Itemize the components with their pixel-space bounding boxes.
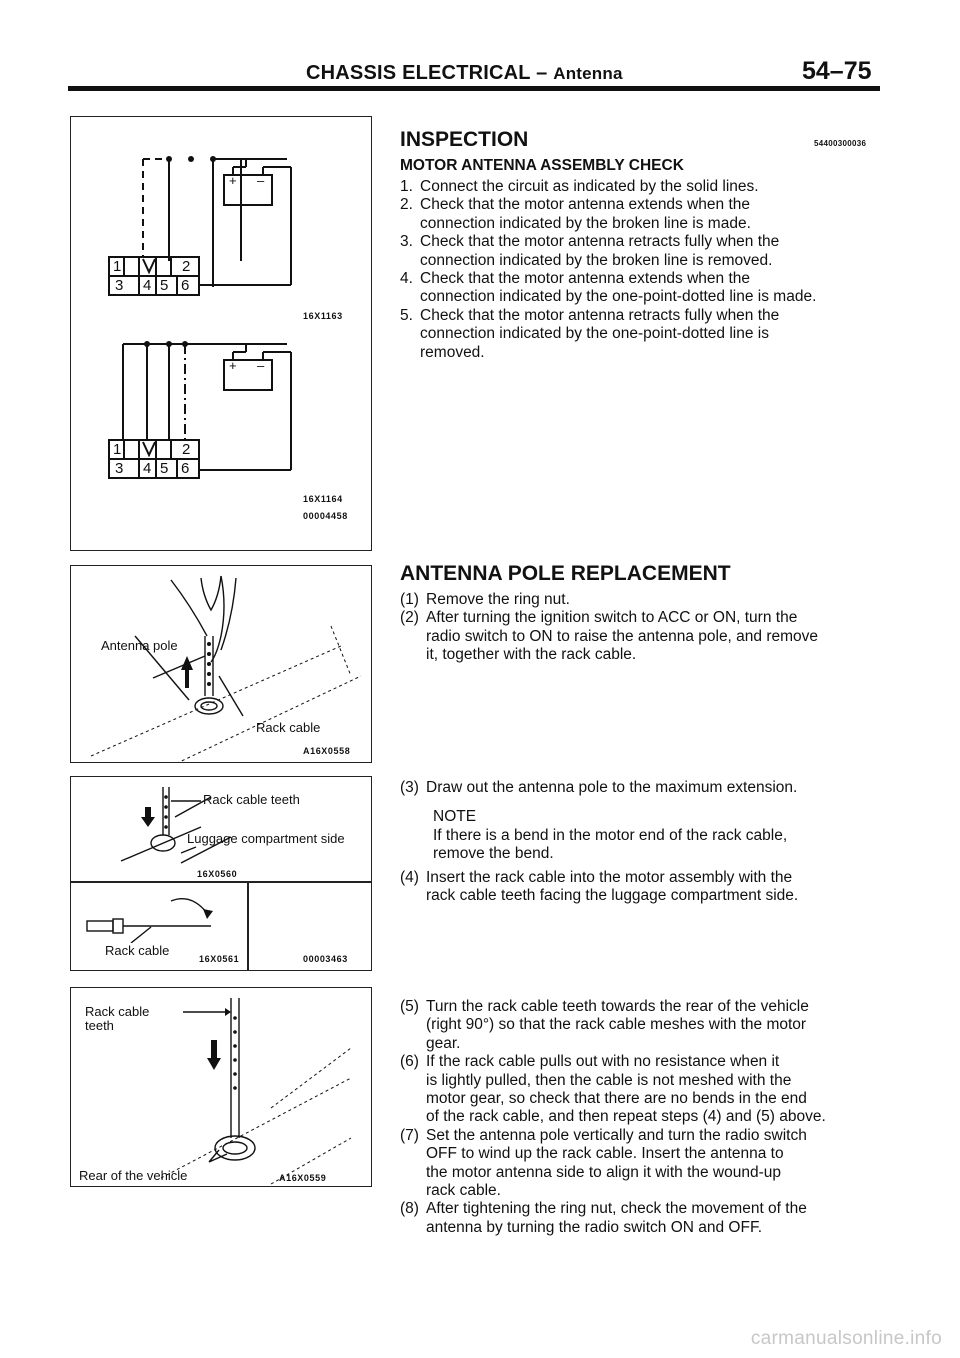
step-number: (1)	[400, 591, 419, 608]
header-section: CHASSIS ELECTRICAL	[306, 62, 531, 84]
step-number: 5.	[400, 306, 413, 324]
step-line: is lightly pulled, then the cable is not meshed with the	[426, 1071, 792, 1089]
step-line: After turning the ignition switch to ACC or ON, turn the	[426, 609, 798, 627]
pin2-4: 4	[143, 460, 152, 477]
step-line: Insert the rack cable into the motor assembly with the	[426, 869, 793, 886]
step-line: connection indicated by the broken line is removed.	[420, 251, 773, 269]
insert-box-code: 00003463	[303, 954, 348, 964]
battery2-minus: –	[257, 358, 265, 373]
note-line: If there is a bend in the motor end of the rack cable,	[433, 827, 788, 844]
circuit-box-code: 00004458	[303, 511, 348, 521]
step-number: 2.	[400, 196, 413, 214]
step-line: If the rack cable pulls out with no resistance when it	[426, 1053, 780, 1071]
step-line: removed.	[420, 343, 485, 361]
step-line: of the rack cable, and then repeat steps (4) and (5) above.	[426, 1108, 826, 1126]
antenna-pole-figure	[70, 565, 372, 763]
antenna-pole-label: Antenna pole	[101, 638, 178, 653]
teeth-code: 16X0560	[197, 869, 238, 879]
pin-6: 6	[181, 277, 190, 294]
circuit-figure	[70, 116, 372, 551]
battery2-plus: +	[229, 358, 237, 373]
rack-cable-teeth-label: Rack cable teeth	[203, 792, 300, 807]
step-number: 1.	[400, 178, 413, 195]
replacement-title: ANTENNA POLE REPLACEMENT	[400, 562, 731, 585]
watermark: carmanualsonline.info	[750, 1328, 942, 1349]
pole-code: A16X0558	[303, 746, 351, 756]
battery-minus: –	[257, 173, 265, 188]
step-line: motor gear, so check that there are no bends in the end	[426, 1089, 807, 1107]
step-number: (6)	[400, 1053, 419, 1071]
step-number: 3.	[400, 233, 413, 251]
step-line: the motor antenna side to align it with the wound-up	[426, 1163, 782, 1181]
header-rule	[68, 86, 880, 91]
circuit2-code: 16X1164	[303, 494, 343, 504]
step-number: (7)	[400, 1126, 419, 1144]
rack-insert-figure	[70, 776, 372, 971]
step-line: Turn the rack cable teeth towards the rear of the vehicle	[426, 998, 809, 1015]
battery-plus: +	[229, 173, 237, 188]
step-line: connection indicated by the one-point-dotted line is	[420, 325, 769, 343]
rear-vehicle-label: Rear of the vehicle	[79, 1168, 188, 1183]
rack-cable-drawing	[71, 883, 247, 943]
header-dash: –	[536, 62, 548, 84]
step-line: Check that the motor antenna extends when the	[420, 196, 751, 214]
rack-cable-label-2: Rack cable	[105, 943, 170, 958]
step-line: connection indicated by the one-point-dotted line is made.	[420, 288, 817, 306]
step-number: (5)	[400, 998, 419, 1015]
inspection-title: INSPECTION	[400, 128, 529, 151]
step-line: Check that the motor antenna retracts fully when the	[420, 233, 780, 251]
step-line: OFF to wind up the rack cable. Insert the antenna to	[426, 1145, 784, 1163]
note-title: NOTE	[433, 808, 477, 825]
pin-1: 1	[113, 258, 122, 275]
step-number: (3)	[400, 779, 419, 796]
note-line: remove the bend.	[433, 845, 554, 863]
pin2-2: 2	[182, 441, 191, 458]
step-line: rack cable teeth facing the luggage compartment side.	[426, 887, 799, 905]
step-line: rack cable.	[426, 1181, 501, 1199]
step-line: Draw out the antenna pole to the maximum extension.	[426, 779, 798, 796]
step-number: 4.	[400, 270, 413, 287]
circuit-diagram-1	[71, 117, 371, 327]
step-line: connection indicated by the broken line is made.	[420, 214, 751, 232]
step-line: (right 90°) so that the rack cable meshes with the motor	[426, 1016, 807, 1034]
step-number: (8)	[400, 1200, 419, 1218]
step-line: gear.	[426, 1034, 461, 1052]
step-line: antenna by turning the radio switch ON and OFF.	[426, 1218, 763, 1236]
rack-cable-teeth-line2: teeth	[85, 1018, 114, 1033]
pin2-1: 1	[113, 441, 122, 458]
step-line: radio switch to ON to raise the antenna pole, and remove	[426, 627, 819, 645]
header-title	[306, 62, 623, 85]
rear-vehicle-figure	[70, 987, 372, 1187]
circuit1-code: 16X1163	[303, 311, 343, 321]
step-line: Connect the circuit as indicated by the solid lines.	[420, 178, 759, 195]
step-line: it, together with the rack cable.	[426, 646, 637, 664]
inspection-subtitle: MOTOR ANTENNA ASSEMBLY CHECK	[400, 157, 684, 174]
rack-cable-teeth-line1: Rack cable	[85, 1004, 150, 1019]
step-number: (4)	[400, 869, 419, 886]
header-subsection: Antenna	[553, 64, 623, 83]
step-line: After tightening the ring nut, check the movement of the	[426, 1200, 807, 1218]
step-line: Remove the ring nut.	[426, 591, 570, 608]
figure-divider-v	[247, 881, 249, 970]
luggage-side-label: Luggage compartment side	[187, 831, 345, 846]
inspection-code: 54400300036	[814, 139, 867, 148]
pin2-3: 3	[115, 460, 124, 477]
antenna-pole-drawing	[71, 566, 371, 762]
step-line: Check that the motor antenna retracts fully when the	[420, 306, 780, 324]
rear-code: A16X0559	[279, 1173, 327, 1183]
step-number: (2)	[400, 609, 419, 627]
pin-2: 2	[182, 258, 191, 275]
pin2-6: 6	[181, 460, 190, 477]
pin2-5: 5	[160, 460, 169, 477]
step-line: Check that the motor antenna extends when the	[420, 270, 751, 287]
pin-4: 4	[143, 277, 152, 294]
pin-5: 5	[160, 277, 169, 294]
rack-cable-label: Rack cable	[256, 720, 321, 735]
pin-3: 3	[115, 277, 124, 294]
page-number: 54–75	[802, 57, 872, 85]
step-line: Set the antenna pole vertically and turn the radio switch	[426, 1126, 807, 1144]
rack-code: 16X0561	[199, 954, 240, 964]
